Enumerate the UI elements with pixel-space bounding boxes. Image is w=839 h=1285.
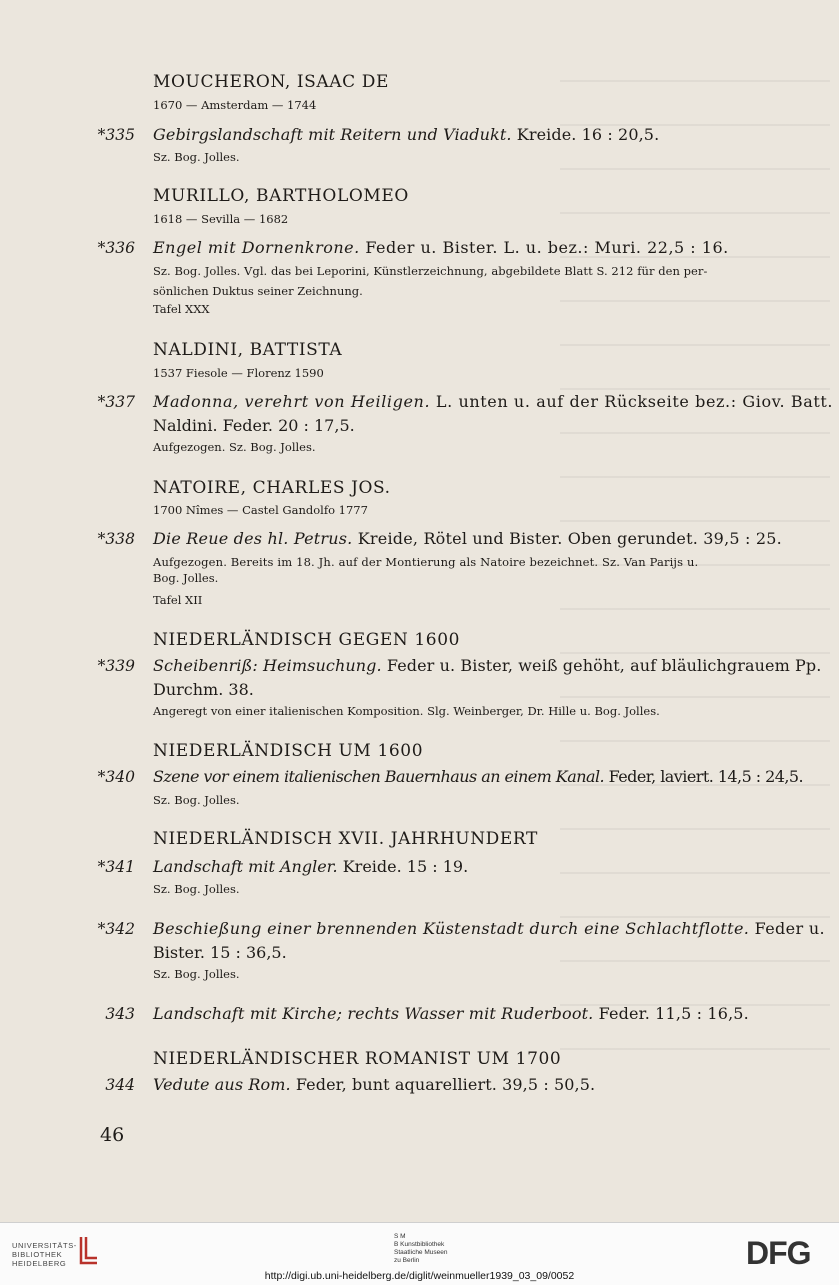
lot-title: Vedute aus Rom. bbox=[153, 1075, 291, 1094]
lot-details: Kreide. 15 : 19. bbox=[337, 857, 469, 876]
artist-heading: NIEDERLÄNDISCH UM 1600 bbox=[153, 741, 424, 761]
lot-entry bbox=[153, 767, 803, 786]
university-library-logo-text: UNIVERSITÄTS- BIBLIOTHEK HEIDELBERG bbox=[12, 1241, 77, 1268]
lot-details: Feder u. Bister. L. u. bez.: Muri. 22,5 : 16. bbox=[359, 238, 729, 257]
lot-number: *338 bbox=[97, 530, 135, 548]
page-number: 46 bbox=[100, 1124, 125, 1146]
lot-details: Feder, bunt aquarelliert. 39,5 : 50,5. bbox=[290, 1075, 596, 1094]
lot-number: *342 bbox=[97, 920, 135, 938]
lot-entry bbox=[153, 392, 833, 411]
artist-heading: NALDINI, BATTISTA bbox=[153, 340, 343, 360]
artist-heading: NATOIRE, CHARLES JOS. bbox=[153, 478, 391, 498]
lot-entry bbox=[153, 238, 729, 257]
plate-reference: Tafel XII bbox=[153, 593, 203, 607]
lot-details: Kreide, Rötel und Bister. Oben gerundet. 39,5 : 25. bbox=[352, 529, 782, 548]
lot-number: *341 bbox=[97, 858, 135, 876]
artist-heading: MURILLO, BARTHOLOMEO bbox=[153, 186, 409, 206]
university-library-emblem-icon bbox=[78, 1235, 100, 1265]
lot-number: *337 bbox=[97, 393, 135, 411]
lot-entry-continued: Durchm. 38. bbox=[153, 680, 254, 699]
lot-note: Sz. Bog. Jolles. bbox=[153, 793, 240, 807]
lot-details: Feder, laviert. 14,5 : 24,5. bbox=[604, 767, 804, 786]
lot-details: Kreide. 16 : 20,5. bbox=[511, 125, 660, 144]
lot-entry bbox=[153, 125, 659, 144]
artist-heading: NIEDERLÄNDISCHER ROMANIST UM 1700 bbox=[153, 1049, 562, 1069]
lot-entry bbox=[153, 857, 468, 876]
lot-number: *340 bbox=[97, 768, 135, 786]
lot-note: Aufgezogen. Sz. Bog. Jolles. bbox=[153, 440, 316, 454]
lot-note: Sz. Bog. Jolles. bbox=[153, 150, 240, 164]
lot-details: Feder u. Bister, weiß gehöht, auf bläulichgrauem Pp. bbox=[381, 656, 822, 675]
lot-entry bbox=[153, 656, 821, 675]
smb-kunstbibliothek-logo-text: S M B Kunstbibliothek Staatliche Museen zu Berlin bbox=[394, 1233, 448, 1264]
lot-title: Landschaft mit Angler. bbox=[153, 857, 338, 876]
lot-entry-continued: Bister. 15 : 36,5. bbox=[153, 943, 287, 962]
artist-dates: 1537 Fiesole — Florenz 1590 bbox=[153, 366, 324, 380]
artist-heading: NIEDERLÄNDISCH GEGEN 1600 bbox=[153, 630, 461, 650]
lot-title: Madonna, verehrt von Heiligen. bbox=[153, 392, 431, 411]
lot-title: Szene vor einem italienischen Bauernhaus an einem Kanal. bbox=[153, 767, 605, 786]
lot-details: Feder. 11,5 : 16,5. bbox=[593, 1004, 749, 1023]
lot-note: Angeregt von einer italienischen Komposition. Slg. Weinberger, Dr. Hille u. Bog. Jolles. bbox=[153, 704, 660, 718]
lot-title: Gebirgslandschaft mit Reitern und Viadukt. bbox=[153, 125, 512, 144]
lot-entry bbox=[153, 1075, 595, 1094]
lot-entry-continued: Naldini. Feder. 20 : 17,5. bbox=[153, 416, 355, 435]
artist-heading: MOUCHERON, ISAAC DE bbox=[153, 72, 390, 92]
lot-title: Scheibenriß: Heimsuchung. bbox=[153, 656, 382, 675]
lot-note: sönlichen Duktus seiner Zeichnung. bbox=[153, 284, 363, 298]
lot-title: Engel mit Dornenkrone. bbox=[153, 238, 360, 257]
lot-note: Aufgezogen. Bereits im 18. Jh. auf der Montierung als Natoire bezeichnet. Sz. Van Parijs u. bbox=[153, 555, 699, 569]
lot-title: Landschaft mit Kirche; rechts Wasser mit Ruderboot. bbox=[153, 1004, 594, 1023]
lot-details: Feder u. bbox=[749, 919, 825, 938]
lot-note: Sz. Bog. Jolles. bbox=[153, 967, 240, 981]
dfg-logo: DFG bbox=[746, 1235, 811, 1271]
lot-number: *339 bbox=[97, 657, 135, 675]
artist-dates: 1670 — Amsterdam — 1744 bbox=[153, 98, 317, 112]
permalink-url[interactable]: http://digi.ub.uni-heidelberg.de/diglit/weinmueller1939_03_09/0052 bbox=[264, 1270, 575, 1282]
artist-dates: 1618 — Sevilla — 1682 bbox=[153, 212, 289, 226]
lot-title: Die Reue des hl. Petrus. bbox=[153, 529, 353, 548]
lot-details: L. unten u. auf der Rückseite bez.: Giov. Batt. bbox=[430, 392, 834, 411]
lot-note: Bog. Jolles. bbox=[153, 571, 219, 585]
lot-entry bbox=[153, 1004, 749, 1023]
lot-note: Sz. Bog. Jolles. Vgl. das bei Leporini, Künstlerzeichnung, abgebildete Blatt S. 212 für den per- bbox=[153, 264, 708, 278]
lot-entry bbox=[153, 529, 782, 548]
viewer-footer bbox=[0, 1222, 839, 1285]
lot-title: Beschießung einer brennenden Küstenstadt durch eine Schlachtflotte. bbox=[153, 919, 750, 938]
lot-number: *335 bbox=[97, 126, 135, 144]
plate-reference: Tafel XXX bbox=[153, 302, 210, 316]
lot-number: 344 bbox=[105, 1076, 135, 1094]
artist-dates: 1700 Nîmes — Castel Gandolfo 1777 bbox=[153, 503, 368, 517]
lot-number: *336 bbox=[97, 239, 135, 257]
lot-number: 343 bbox=[105, 1005, 135, 1023]
lot-note: Sz. Bog. Jolles. bbox=[153, 882, 240, 896]
artist-heading: NIEDERLÄNDISCH XVII. JAHRHUNDERT bbox=[153, 829, 538, 849]
lot-entry bbox=[153, 919, 825, 938]
